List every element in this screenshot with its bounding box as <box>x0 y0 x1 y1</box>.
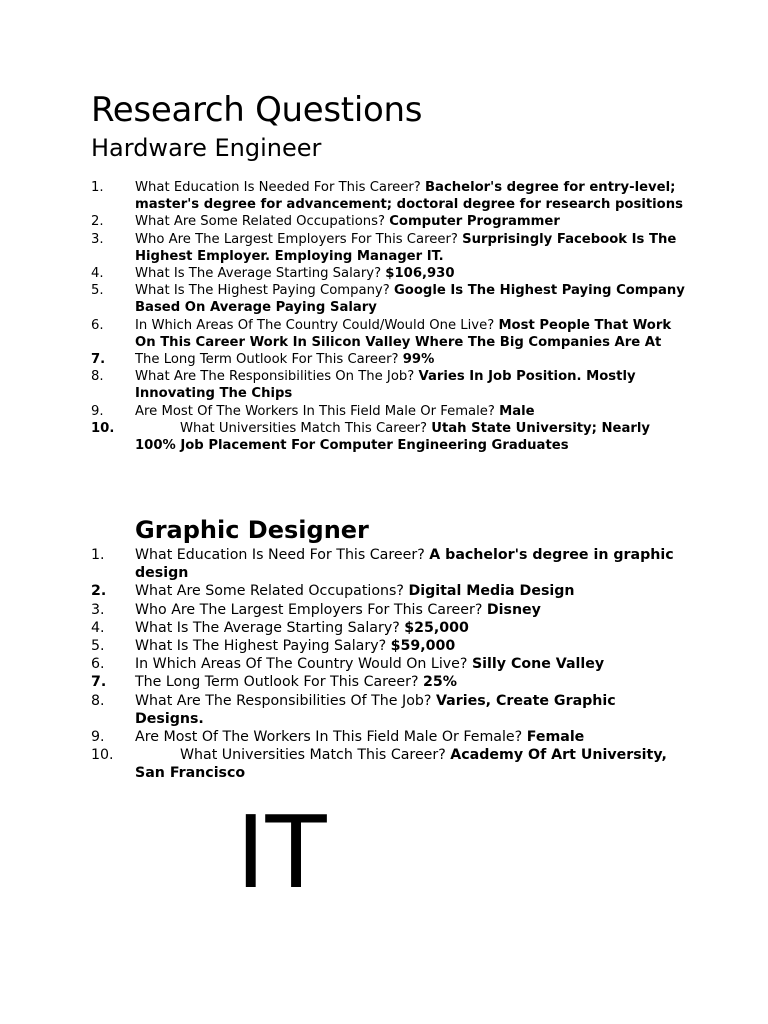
list-item <box>0 582 768 600</box>
list-item <box>0 673 768 691</box>
question-text: What Is The Average Starting Salary? <box>135 619 400 636</box>
item-number: 7. <box>91 352 106 368</box>
question-text: In Which Areas Of The Country Could/Would One Live? <box>135 317 495 333</box>
item-number: 4. <box>91 266 104 282</box>
list-item <box>0 746 768 782</box>
question-text: What Are Some Related Occupations? <box>135 214 385 230</box>
question-text: What Education Is Need For This Career? <box>135 547 425 563</box>
answer-text: Varies, Create Graphic Designs. <box>135 692 616 727</box>
item-number: 1. <box>91 180 104 195</box>
page-title: Research Questions <box>91 90 423 130</box>
answer-text: Varies In Job Position. Mostly Innovating The Chips <box>135 369 636 402</box>
answer-text: 99% <box>402 352 435 368</box>
list-item <box>0 231 768 265</box>
list-item <box>0 655 768 673</box>
item-number: 4. <box>91 619 105 636</box>
list-item <box>0 728 768 746</box>
item-number: 8. <box>91 692 105 709</box>
answer-text: Surprisingly Facebook Is The Highest Employer. Employing Manager IT. <box>135 231 677 264</box>
question-text: What Is The Highest Paying Company? <box>135 283 390 299</box>
item-number: 1. <box>91 547 105 563</box>
item-number: 8. <box>91 369 104 385</box>
question-text: The Long Term Outlook For This Career? <box>135 352 399 368</box>
list-item <box>0 619 768 637</box>
answer-text: Silly Cone Valley <box>471 656 605 673</box>
answer-text: A bachelor's degree in graphic design <box>135 547 674 582</box>
item-number: 5. <box>91 638 105 655</box>
answer-text: Female <box>526 729 585 746</box>
item-number: 9. <box>91 729 105 746</box>
answer-text: Most People That Work On This Career Work In Silicon Valley Where The Big Companies Are At <box>135 317 672 350</box>
hardware-engineer-question-list <box>0 179 768 454</box>
question-text: Are Most Of The Workers In This Field Male Or Female? <box>135 729 523 746</box>
list-item <box>0 351 768 368</box>
answer-text: $25,000 <box>404 619 469 636</box>
list-item <box>0 282 768 316</box>
question-text: What Is The Average Starting Salary? <box>135 266 382 282</box>
question-text: What Universities Match This Career? <box>180 420 428 436</box>
question-text: What Are Some Related Occupations? <box>135 583 404 600</box>
question-text: The Long Term Outlook For This Career? <box>135 674 419 691</box>
list-item <box>0 637 768 655</box>
list-item <box>0 601 768 619</box>
section-heading-graphic-designer: Graphic Designer <box>135 516 369 544</box>
item-number: 10. <box>91 747 114 764</box>
item-number: 7. <box>91 674 107 691</box>
item-number: 6. <box>91 656 105 673</box>
list-item <box>0 546 768 582</box>
large-it-text: IT <box>236 794 327 911</box>
answer-text: Utah State University; Nearly 100% Job Placement For Computer Engineering Graduates <box>135 420 650 454</box>
question-text: In Which Areas Of The Country Would On Live? <box>135 656 468 673</box>
answer-text: $59,000 <box>390 638 456 655</box>
question-text: Who Are The Largest Employers For This Career? <box>135 231 458 247</box>
list-item <box>0 692 768 728</box>
list-item <box>0 179 768 213</box>
answer-text: Disney <box>486 601 541 618</box>
question-text: What Education Is Needed For This Career? <box>135 180 421 195</box>
answer-text: Bachelor's degree for entry-level; master's degree for advancement; doctoral degree for research positions <box>135 180 683 213</box>
question-text: What Is The Highest Paying Salary? <box>135 638 387 655</box>
question-text: Who Are The Largest Employers For This Career? <box>135 601 483 618</box>
item-number: 10. <box>91 420 115 436</box>
question-text: What Are The Responsibilities Of The Job? <box>135 692 432 709</box>
list-item <box>0 420 768 454</box>
item-number: 3. <box>91 601 105 618</box>
answer-text: $106,930 <box>385 266 455 282</box>
question-text: Are Most Of The Workers In This Field Male Or Female? <box>135 403 495 419</box>
item-number: 5. <box>91 283 104 299</box>
list-item <box>0 213 768 230</box>
item-number: 2. <box>91 214 104 230</box>
answer-text: Computer Programmer <box>389 214 560 230</box>
section-heading-hardware-engineer: Hardware Engineer <box>91 134 322 162</box>
item-number: 6. <box>91 317 104 333</box>
question-text: What Are The Responsibilities On The Job? <box>135 369 415 385</box>
answer-text: Google Is The Highest Paying Company Based On Average Paying Salary <box>135 283 685 316</box>
item-number: 3. <box>91 231 104 247</box>
answer-text: Digital Media Design <box>408 583 575 600</box>
item-number: 2. <box>91 583 107 600</box>
answer-text: Male <box>499 403 535 419</box>
graphic-designer-question-list <box>0 546 768 783</box>
list-item <box>0 368 768 402</box>
answer-text: Academy Of Art University, San Francisco <box>135 747 667 782</box>
answer-text: 25% <box>423 674 457 691</box>
item-number: 9. <box>91 403 104 419</box>
list-item <box>0 317 768 351</box>
list-item <box>0 403 768 420</box>
list-item <box>0 265 768 282</box>
question-text: What Universities Match This Career? <box>180 747 446 764</box>
